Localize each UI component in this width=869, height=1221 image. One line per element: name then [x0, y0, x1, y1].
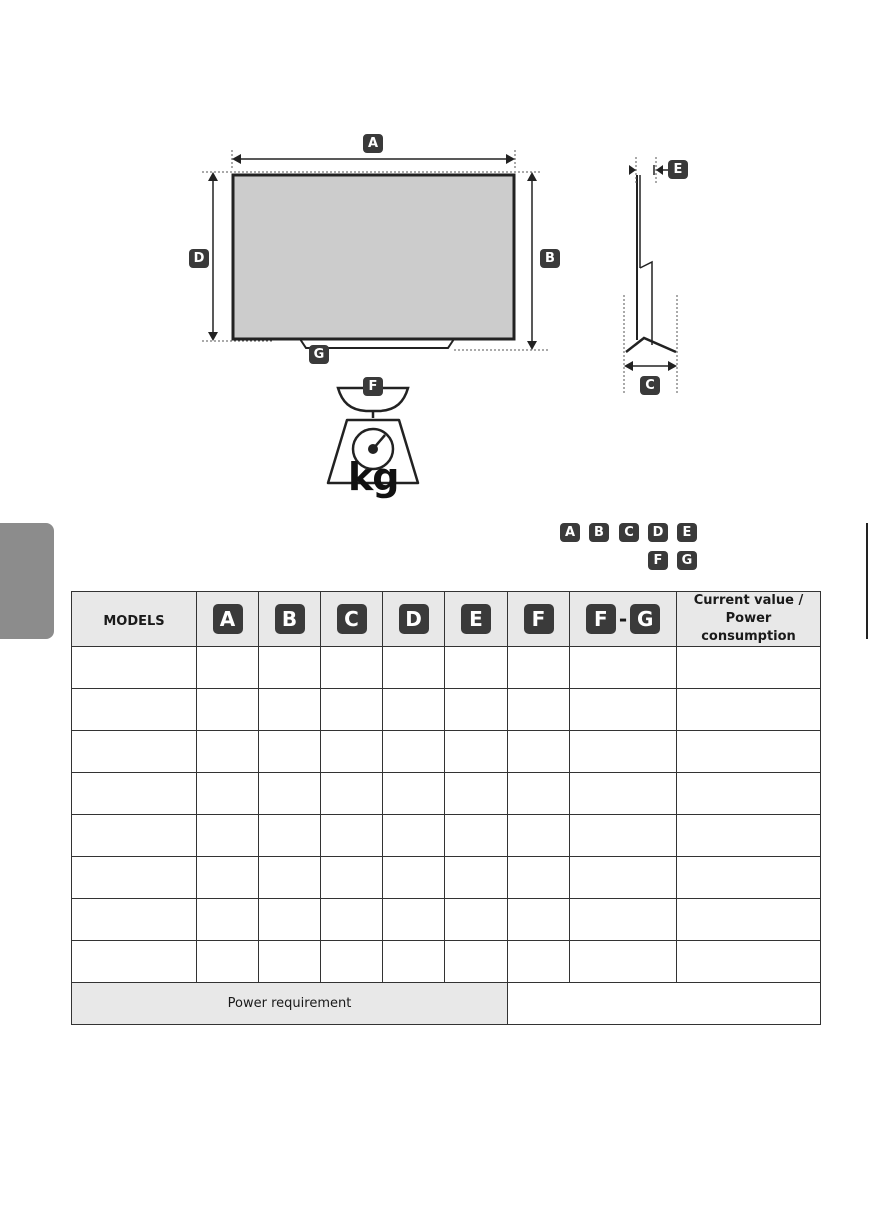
table-cell: [508, 647, 570, 689]
col-f-g-header: [570, 592, 677, 647]
table-cell: [259, 731, 321, 773]
table-row: [72, 899, 821, 941]
power-requirement-value: [508, 983, 821, 1025]
legend-a-badge: A: [560, 523, 580, 542]
models-header-label: MODELS: [103, 613, 165, 629]
col-b-header: [259, 592, 321, 647]
table-cell: [383, 941, 445, 983]
table-cell: [72, 857, 197, 899]
table-cell: [383, 731, 445, 773]
table-cell: [72, 773, 197, 815]
power-requirement-label: Power requirement: [72, 983, 508, 1025]
legend-b-badge: B: [589, 523, 609, 542]
side-tab: [0, 523, 54, 639]
table-cell: [197, 689, 259, 731]
table-cell: [197, 941, 259, 983]
table-cell: [72, 815, 197, 857]
col-a-header: [197, 592, 259, 647]
table-cell: [259, 689, 321, 731]
table-cell: [570, 731, 677, 773]
table-cell: [321, 647, 383, 689]
col-b-badge: B: [275, 604, 305, 634]
dimension-c-arrow: [624, 361, 677, 371]
table-cell: [445, 815, 508, 857]
table-cell: [508, 689, 570, 731]
table-cell: [197, 773, 259, 815]
table-cell: [197, 857, 259, 899]
table-cell: [570, 815, 677, 857]
table-cell: [677, 773, 821, 815]
dimension-e-arrows: [629, 165, 668, 175]
table-cell: [259, 857, 321, 899]
table-cell: [197, 731, 259, 773]
table-cell: [321, 689, 383, 731]
table-cell: [383, 815, 445, 857]
label-e-badge: E: [668, 160, 688, 179]
table-cell: [677, 689, 821, 731]
table-cell: [508, 899, 570, 941]
col-d-header: [383, 592, 445, 647]
col-c-badge: C: [337, 604, 367, 634]
table-cell: [383, 773, 445, 815]
table-row: [72, 941, 821, 983]
table-cell: [677, 647, 821, 689]
table-cell: [321, 899, 383, 941]
table-cell: [259, 815, 321, 857]
table-cell: [677, 857, 821, 899]
table-cell: [677, 941, 821, 983]
table-cell: [72, 941, 197, 983]
col-e-header: [445, 592, 508, 647]
power-requirement-row: [72, 983, 821, 1025]
spec-table-body: [72, 647, 821, 983]
table-cell: [570, 857, 677, 899]
models-header: [72, 592, 197, 647]
current-value-label: Current value /: [693, 593, 804, 608]
label-b-badge: B: [540, 249, 560, 268]
label-a-badge: A: [363, 134, 383, 153]
table-cell: [383, 899, 445, 941]
table-cell: [321, 815, 383, 857]
table-cell: [445, 773, 508, 815]
table-cell: [72, 647, 197, 689]
col-a-badge: A: [213, 604, 243, 634]
table-row: [72, 773, 821, 815]
table-cell: [259, 941, 321, 983]
legend-e-badge: E: [677, 523, 697, 542]
table-cell: [259, 647, 321, 689]
table-row: [72, 731, 821, 773]
table-cell: [570, 941, 677, 983]
table-cell: [508, 857, 570, 899]
col-d-badge: D: [399, 604, 429, 634]
col-fg-g-badge: G: [630, 604, 660, 634]
col-f-header: [508, 592, 570, 647]
table-cell: [508, 773, 570, 815]
label-f-badge: F: [363, 377, 383, 396]
table-cell: [259, 773, 321, 815]
label-g-badge: G: [309, 345, 329, 364]
table-cell: [72, 899, 197, 941]
table-cell: [570, 689, 677, 731]
table-cell: [383, 647, 445, 689]
table-cell: [570, 647, 677, 689]
table-cell: [72, 689, 197, 731]
legend-f-badge: F: [648, 551, 668, 570]
label-c-badge: C: [640, 376, 660, 395]
page-edge-mark: [866, 523, 868, 639]
table-cell: [197, 899, 259, 941]
table-cell: [445, 899, 508, 941]
dimension-b-arrow: [527, 172, 537, 350]
current-value-header: [677, 592, 821, 647]
table-cell: [508, 941, 570, 983]
kg-unit-label: kg: [348, 455, 399, 499]
table-cell: [72, 731, 197, 773]
table-cell: [570, 899, 677, 941]
table-cell: [321, 731, 383, 773]
table-cell: [445, 689, 508, 731]
col-fg-dash: -: [618, 607, 628, 631]
table-row: [72, 857, 821, 899]
table-cell: [508, 815, 570, 857]
table-row: [72, 689, 821, 731]
table-cell: [259, 899, 321, 941]
table-cell: [677, 731, 821, 773]
col-fg-f-badge: F: [586, 604, 616, 634]
dimension-d-arrow: [208, 172, 218, 341]
table-cell: [508, 731, 570, 773]
tv-side-view: [624, 157, 677, 395]
col-e-badge: E: [461, 604, 491, 634]
table-cell: [383, 689, 445, 731]
col-c-header: [321, 592, 383, 647]
table-cell: [321, 857, 383, 899]
table-cell: [677, 815, 821, 857]
dimension-a-arrow: [232, 154, 515, 164]
power-consumption-label: Power consumption: [701, 611, 796, 644]
spec-table: [71, 591, 821, 1025]
table-cell: [445, 731, 508, 773]
col-f-badge: F: [524, 604, 554, 634]
table-cell: [677, 899, 821, 941]
table-cell: [321, 773, 383, 815]
table-cell: [197, 815, 259, 857]
legend-g-badge: G: [677, 551, 697, 570]
table-cell: [197, 647, 259, 689]
table-cell: [321, 941, 383, 983]
table-cell: [445, 941, 508, 983]
tv-dimensions-diagram: [0, 0, 869, 520]
legend-c-badge: C: [619, 523, 639, 542]
label-d-badge: D: [189, 249, 209, 268]
table-row: [72, 815, 821, 857]
table-row: [72, 647, 821, 689]
table-cell: [445, 647, 508, 689]
table-cell: [383, 857, 445, 899]
tv-front-view: [202, 150, 548, 350]
table-cell: [570, 773, 677, 815]
legend-d-badge: D: [648, 523, 668, 542]
table-header-row: [72, 592, 821, 647]
table-cell: [445, 857, 508, 899]
